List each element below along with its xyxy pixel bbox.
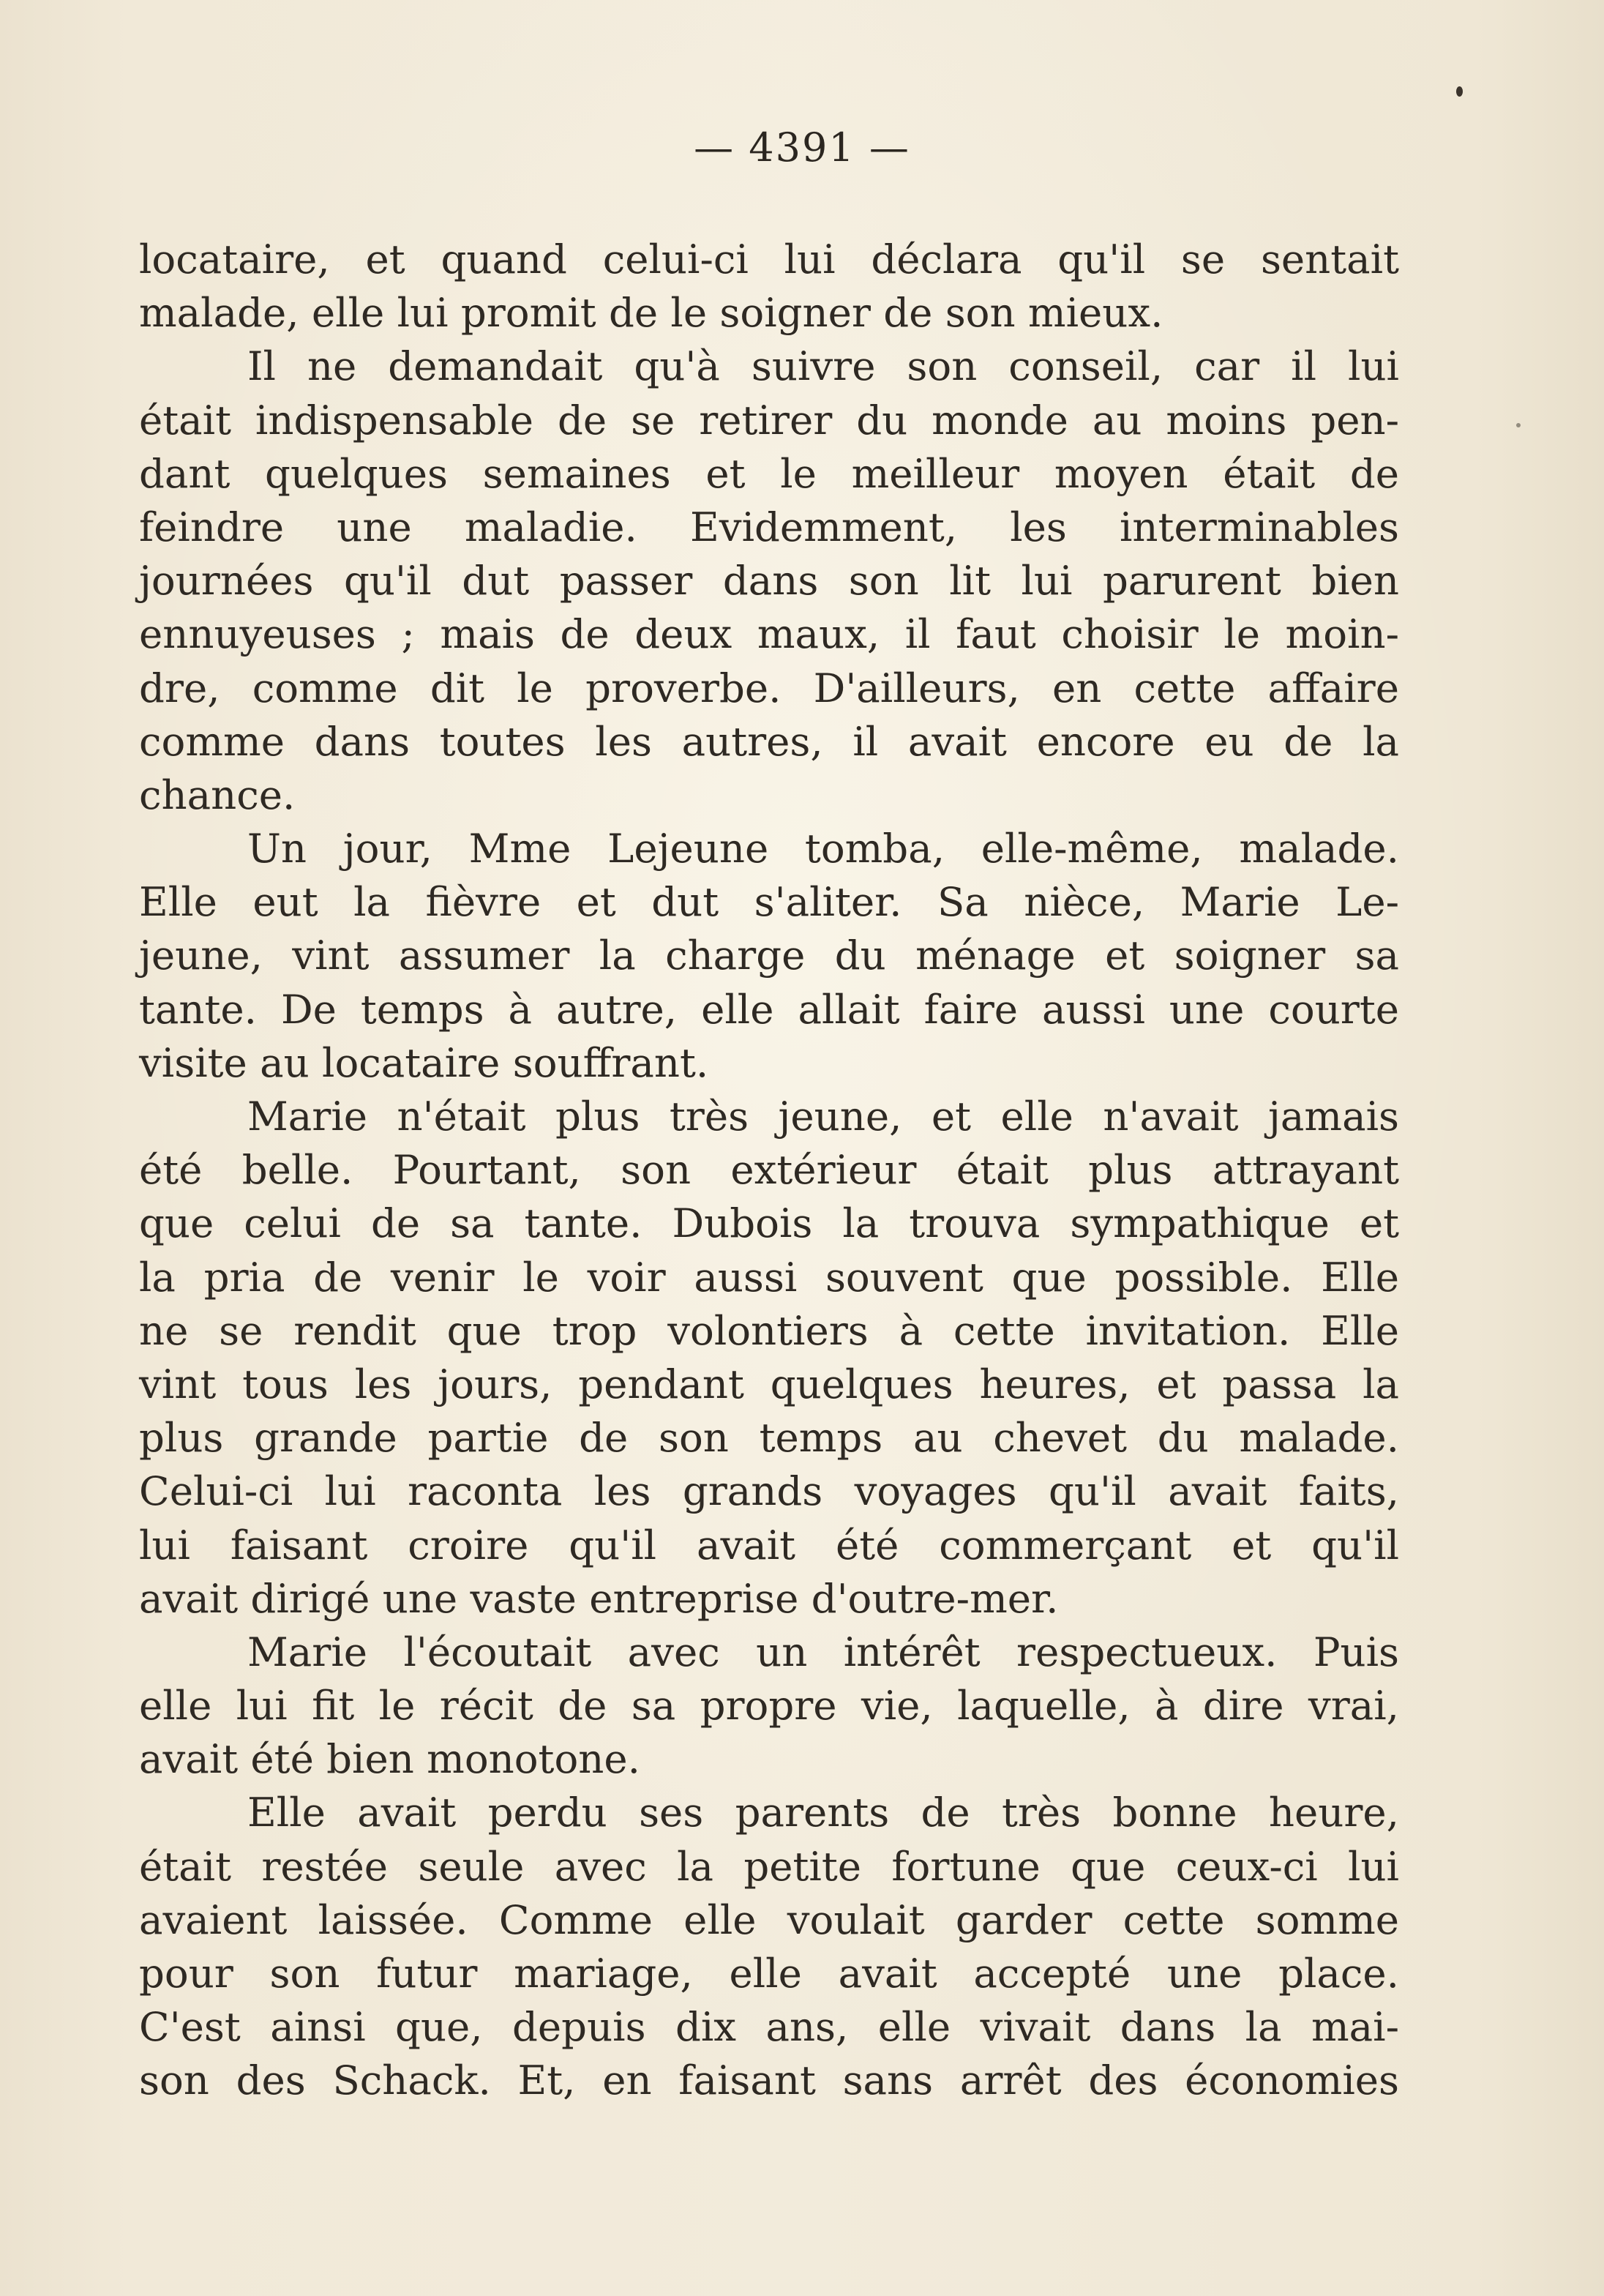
ink-speck: [1516, 423, 1521, 427]
text-line: malade, elle lui promit de le soigner de son mieux.: [139, 289, 1163, 337]
text-line: chance.: [139, 771, 296, 818]
text-line: Celui-ci lui raconta les grands voyages qu'il avait faits,: [139, 1467, 1399, 1515]
text-line: Elle avait perdu ses parents de très bonne heure,: [247, 1789, 1399, 1836]
text-line: avait été bien monotone.: [139, 1735, 640, 1783]
text-line: plus grande partie de son temps au chevet du malade.: [139, 1414, 1399, 1462]
text-line: tante. De temps à autre, elle allait faire aussi une courte: [139, 985, 1399, 1033]
text-line: elle lui fit le récit de sa propre vie, laquelle, à dire vrai,: [139, 1682, 1399, 1730]
text-line: Elle eut la fièvre et dut s'aliter. Sa nièce, Marie Le-: [139, 878, 1399, 926]
text-line: avait dirigé une vaste entreprise d'outre-mer.: [139, 1574, 1059, 1622]
text-line: locataire, et quand celui-ci lui déclara qu'il se sentait: [139, 236, 1399, 283]
text-line: dre, comme dit le proverbe. D'ailleurs, en cette affaire: [139, 664, 1399, 711]
text-line: vint tous les jours, pendant quelques heures, et passa la: [139, 1360, 1399, 1407]
ink-speck: [1456, 86, 1463, 97]
text-line: ennuyeuses ; mais de deux maux, il faut choisir le moin-: [139, 610, 1399, 658]
text-line: visite au locataire souffrant.: [139, 1039, 709, 1086]
text-line: feindre une maladie. Evidemment, les interminables: [139, 503, 1399, 550]
text-line: était indispensable de se retirer du monde au moins pen-: [139, 396, 1399, 444]
body-text: [139, 233, 1399, 2108]
text-line: la pria de venir le voir aussi souvent que possible. Elle: [139, 1253, 1399, 1301]
text-line: été belle. Pourtant, son extérieur était plus attrayant: [139, 1146, 1399, 1194]
text-line: C'est ainsi que, depuis dix ans, elle vivait dans la mai-: [139, 2003, 1399, 2051]
page-number: — 4391 —: [694, 124, 910, 171]
text-line: avaient laissée. Comme elle voulait garder cette somme: [139, 1896, 1399, 1943]
text-line: son des Schack. Et, en faisant sans arrêt des économies: [139, 2057, 1399, 2104]
text-line: Marie l'écoutait avec un intérêt respectueux. Puis: [247, 1628, 1399, 1675]
text-line: dant quelques semaines et le meilleur moyen était de: [139, 449, 1399, 497]
text-line: pour son futur mariage, elle avait accepté une place.: [139, 1950, 1399, 1997]
text-line: lui faisant croire qu'il avait été commerçant et qu'il: [139, 1521, 1399, 1568]
text-line: Marie n'était plus très jeune, et elle n'avait jamais: [247, 1093, 1399, 1140]
text-line: était restée seule avec la petite fortune que ceux-ci lui: [139, 1842, 1399, 1890]
text-line: ne se rendit que trop volontiers à cette invitation. Elle: [139, 1306, 1399, 1354]
text-line: comme dans toutes les autres, il avait encore eu de la: [139, 717, 1399, 765]
text-line: que celui de sa tante. Dubois la trouva sympathique et: [139, 1200, 1399, 1247]
text-line: Il ne demandait qu'à suivre son conseil, car il lui: [247, 343, 1399, 390]
text-line: journées qu'il dut passer dans son lit lui parurent bien: [139, 557, 1399, 605]
text-line: Un jour, Mme Lejeune tomba, elle-même, malade.: [247, 825, 1399, 872]
text-line: jeune, vint assumer la charge du ménage et soigner sa: [139, 932, 1399, 979]
